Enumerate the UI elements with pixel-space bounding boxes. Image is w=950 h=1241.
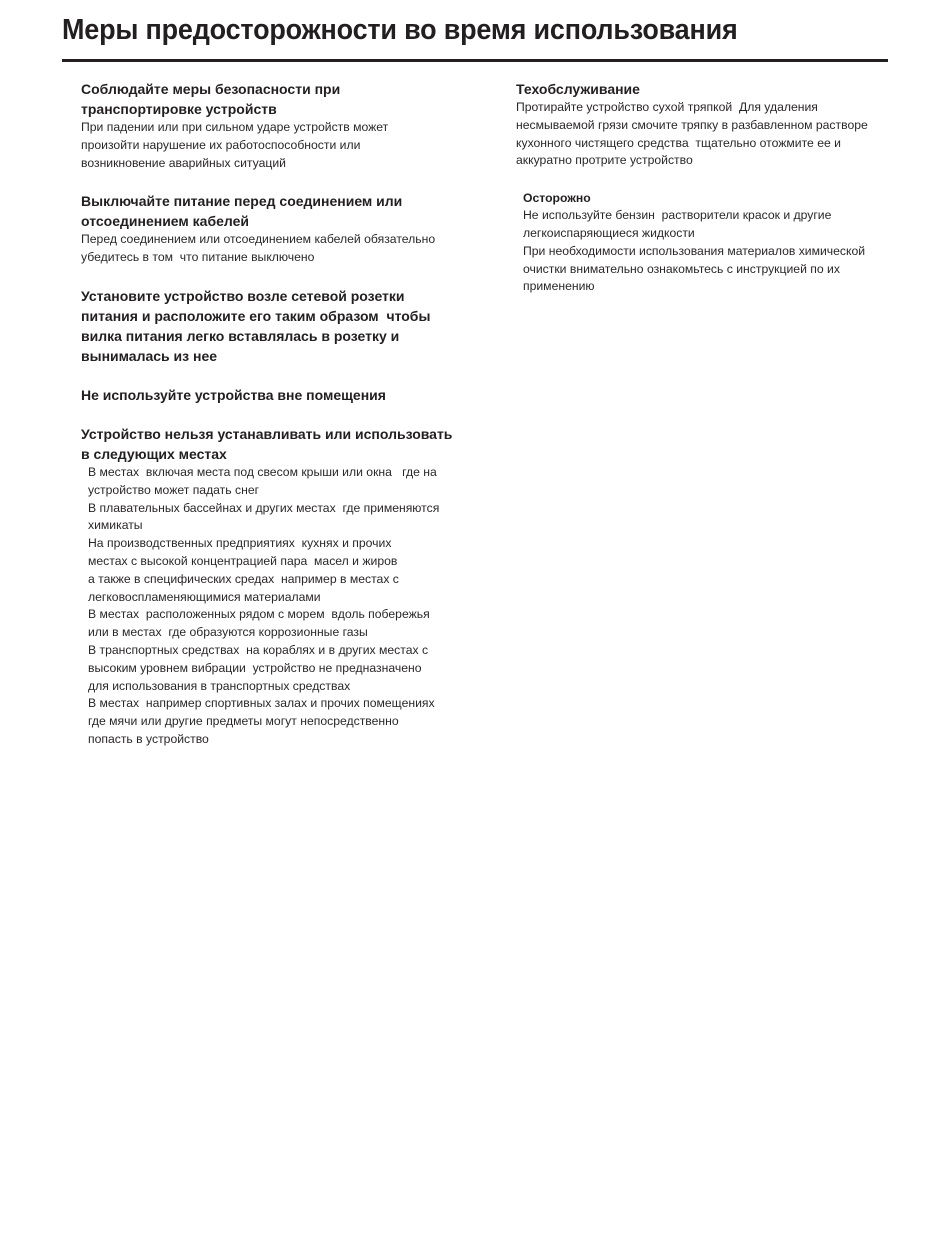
title-rule — [62, 59, 888, 62]
section-indoor — [81, 385, 461, 405]
list-item: В местах расположенных рядом с морем вдоль побережья или в местах где образуются коррозионные газы — [88, 607, 430, 640]
list-item: В местах включая места под свесом крыши или окна где на устройство может падать снег — [88, 464, 437, 497]
locations-list — [81, 464, 461, 749]
caution-block — [523, 189, 888, 296]
page-title: Меры предосторожности во время использования — [62, 14, 738, 46]
section-text: При падении или при сильном ударе устройств может произойти нарушение их работоспособности или возникновение аварийных ситуаций — [81, 120, 389, 170]
section-heading: Устройство нельзя устанавливать или использовать в следующих местах — [81, 425, 453, 462]
section-heading: Соблюдайте меры безопасности при транспортировке устройств — [81, 81, 341, 117]
list-item: В плавательных бассейнах и других местах где применяются химикаты — [88, 500, 440, 533]
section-outlet — [81, 286, 461, 366]
section-text: Перед соединением или отсоединением кабелей обязательно убедитесь в том что питание выключено — [81, 232, 436, 265]
list-item: При необходимости использования материалов химической очистки внимательно ознакомьтесь с инструкцией по их применению — [523, 243, 866, 294]
section-heading: Техобслуживание — [516, 81, 640, 97]
section-power-off — [81, 191, 461, 267]
section-transport — [81, 79, 461, 172]
list-item: Не используйте бензин растворители красок и другие легкоиспаряющиеся жидкости — [523, 208, 832, 240]
section-heading: Выключайте питание перед соединением или отсоединением кабелей — [81, 193, 403, 230]
section-heading: Установите устройство возле сетевой розетки питания и расположите его таким образом чтобы вилка питания легко вставлялась в розетку и вынималась из нее — [81, 287, 431, 364]
list-item: В транспортных средствах на кораблях и в других местах с высоким уровнем вибрации устройство не предназначено для использования в транспортных средствах — [88, 642, 429, 693]
caution-title: Осторожно — [523, 191, 591, 206]
section-text: Протирайте устройство сухой тряпкой Для удаления несмываемой грязи смочите тряпку в разбавленном растворе кухонного чистящего средства тщательно отожмите ее и аккуратно протрите устройство — [516, 100, 868, 168]
list-item: В местах например спортивных залах и прочих помещениях где мячи или другие предметы могут непосредственно попасть в устройство — [88, 696, 435, 746]
section-heading: Не используйте устройства вне помещения — [81, 386, 386, 403]
left-column — [81, 79, 461, 768]
list-item: На производственных предприятиях кухнях и прочих местах с высокой концентрацией пара масел и жиров а также в специфических средах например в местах с легковоспламеняющимися материалами — [88, 536, 399, 604]
section-locations — [81, 424, 461, 749]
section-maintenance — [516, 79, 888, 170]
caution-list — [523, 207, 888, 296]
right-column — [516, 79, 888, 296]
